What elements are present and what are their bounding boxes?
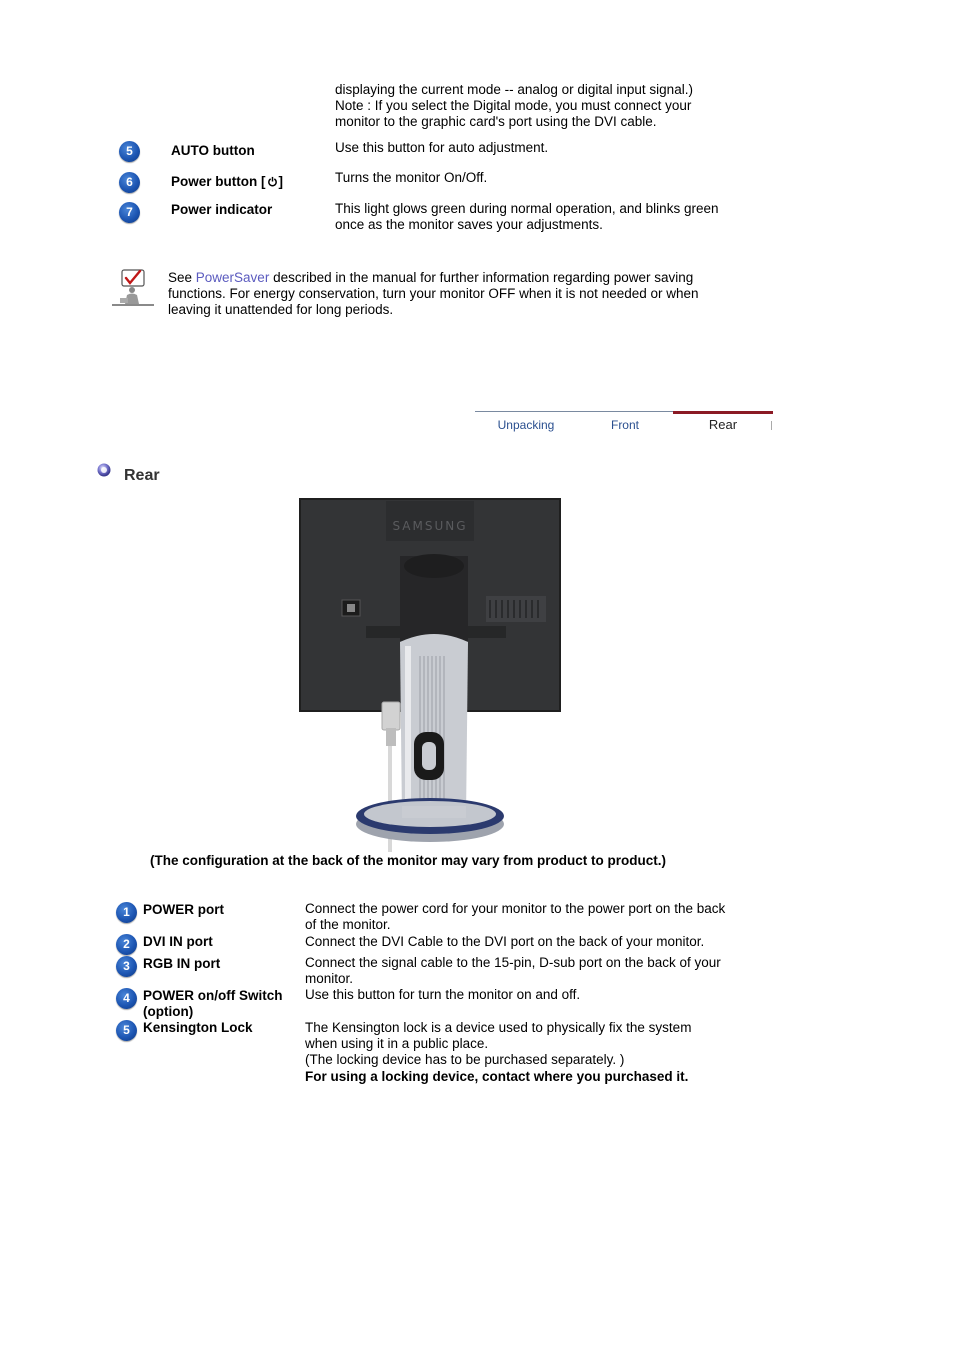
note-line: functions. For energy conservation, turn your monitor OFF when it is not needed or when <box>168 286 699 301</box>
number-badge-2: 2 <box>116 934 137 955</box>
item-desc-dvi-in-port: Connect the DVI Cable to the DVI port on the back of your monitor. <box>305 934 705 949</box>
section-tabs <box>475 411 773 437</box>
bullet-sphere-icon <box>96 462 112 478</box>
tab-unpacking[interactable]: Unpacking <box>497 418 555 432</box>
desc-line: of the monitor. <box>305 917 391 932</box>
note-line: leaving it unattended for long periods. <box>168 302 394 317</box>
item-label-power-indicator: Power indicator <box>171 202 273 217</box>
power-symbol-icon <box>267 176 278 187</box>
item-label-kensington-lock: Kensington Lock <box>143 1020 253 1035</box>
desc-line: once as the monitor saves your adjustments. <box>335 217 603 232</box>
desc-line: This light glows green during normal operation, and blinks green <box>335 201 719 216</box>
intro-line: displaying the current mode -- analog or digital input signal.) <box>335 82 693 97</box>
number-badge-1: 1 <box>116 902 137 923</box>
item-label-rgb-in-port: RGB IN port <box>143 956 221 971</box>
image-caption: (The configuration at the back of the monitor may vary from product to product.) <box>150 853 667 868</box>
intro-text <box>335 82 693 130</box>
desc-line-bold: For using a locking device, contact where you purchased it. <box>305 1069 689 1084</box>
desc-line: monitor. <box>305 971 354 986</box>
item-desc-kensington-lock <box>305 1020 691 1085</box>
powersaver-link[interactable]: PowerSaver <box>195 270 270 285</box>
item-desc-auto: Use this button for auto adjustment. <box>335 140 549 155</box>
item-label-auto: AUTO button <box>171 143 255 158</box>
number-badge-7: 7 <box>119 202 140 223</box>
tab-front[interactable]: Front <box>610 418 639 432</box>
item-label-end: ] <box>278 174 283 189</box>
intro-line: monitor to the graphic card's port using the DVI cable. <box>335 114 657 129</box>
item-desc-rgb-in-port <box>305 955 721 987</box>
note-text <box>168 270 768 318</box>
tab-rear[interactable]: Rear <box>708 417 738 432</box>
item-label-dvi-in-port: DVI IN port <box>143 934 213 949</box>
note-line1-rest: described in the manual for further information regarding power saving <box>269 270 694 285</box>
brand-text: SAMSUNG <box>392 519 468 533</box>
note-checkmark-person-icon <box>110 268 156 308</box>
desc-line: Connect the signal cable to the 15-pin, D-sub port on the back of your <box>305 955 721 970</box>
monitor-rear-image <box>296 496 564 852</box>
desc-line: when using it in a public place. <box>305 1036 489 1051</box>
desc-line: The Kensington lock is a device used to physically fix the system <box>305 1020 692 1035</box>
item-desc-power-port <box>305 901 725 933</box>
number-badge-4: 4 <box>116 988 137 1009</box>
item-desc-power-indicator <box>335 201 718 233</box>
item-label-power-port: POWER port <box>143 902 224 917</box>
item-desc-power-switch: Use this button for turn the monitor on and off. <box>305 987 581 1002</box>
label-line: POWER on/off Switch <box>143 988 283 1003</box>
number-badge-5: 5 <box>119 141 140 162</box>
number-badge-6: 6 <box>119 172 140 193</box>
number-badge-3: 3 <box>116 956 137 977</box>
tab-separator <box>771 421 772 430</box>
item-label-power-button <box>171 174 283 190</box>
item-label-power-switch <box>143 988 283 1020</box>
number-badge-5-rear: 5 <box>116 1020 137 1041</box>
label-line: (option) <box>143 1004 194 1019</box>
item-desc-power-button: Turns the monitor On/Off. <box>335 170 488 185</box>
item-label-text: Power button [ <box>171 174 266 189</box>
note-prefix: See <box>168 270 196 285</box>
desc-line: Connect the power cord for your monitor to the power port on the back <box>305 901 726 916</box>
desc-line: (The locking device has to be purchased separately. ) <box>305 1052 625 1067</box>
section-title: Rear <box>124 467 160 484</box>
note-line <box>168 270 768 286</box>
intro-line: Note : If you select the Digital mode, you must connect your <box>335 98 692 113</box>
